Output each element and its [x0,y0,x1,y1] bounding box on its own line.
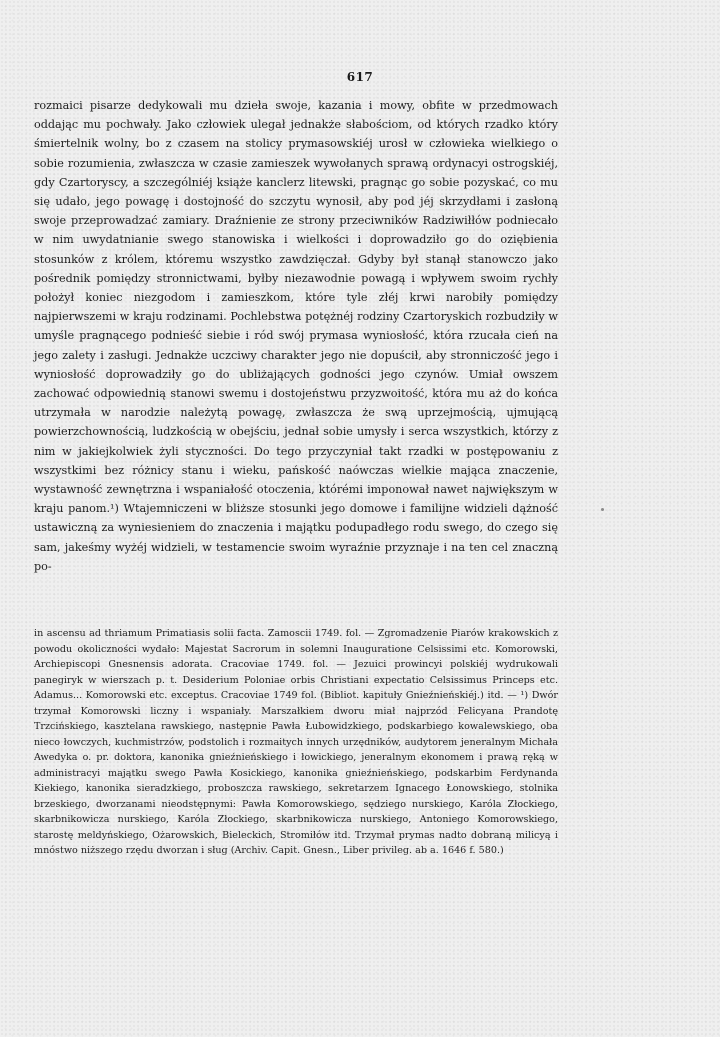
main-body-text: rozmaici pisarze dedykowali mu dzieła swoje, kazania i mowy, obfite w przedmowach oddając mu pochwały. Jako człowiek ulegał jednakże słabościom, od których rzadko który śmiertelnik wolny, bo z czasem na stolicy prymasowskiéj urosł w człowieka wielkiego o sobie rozumienia, zwłaszcza w czasie zamieszek wywołanych sprawą ordynacyi ostrogskiéj, gdy Czartoryscy, a szczególniéj książe kanclerz litewski, pragnąc go sobie pozyskać, co mu się udało, jego powagę i dostojność do szczytu wynosił, aby pod jéj skrzydłami i zasłoną swoje przeprowadzać zamiary. Draźnienie ze strony przeciwników Radziwiłłów podniecało w nim uwydatnianie swego stanowiska i wielkości i doprowadziło go do oziębienia stosunków z królem, któremu wszystko zawdzięczał. Gdyby był stanął stanowczo jako pośrednik pomiędzy stronnictwami, byłby niezawodnie powagą i wpływem swoim rychły położył koniec niezgodom i zamieszkom, które tyle złéj krwi narobiły pomiędzy najpierwszemi w kraju rodzinami. Pochlebstwa potężnéj rodziny Czartoryskich rozbudziły w umyśle pragnącego podnieść siebie i ród swój prymasa wyniosłość, która rzucała cień na jego zalety i zasługi. Jednakże uczciwy charakter jego nie dopuścił, aby stronniczość jego i wyniosłość doprowadziły go do ubliżających godności jego czynów. Umiał owszem zachować odpowiednią stanowi swemu i dostojeństwu przyzwoitość, która mu aż do końca utrzymała w narodzie należytą powagę, zwłaszcza że swą uprzejmością, ujmującą powierzchownością, ludzkością w obejściu, jednał sobie umysły i serca wszystkich, którzy z nim w jakiejkolwiek żyli styczności. Do tego przyczyniał takt rzadki w postępowaniu z wszystkimi bez różnicy stanu i wieku, pańskość naówczas wielkie mająca znaczenie, wystawność zewnętrzna i wspaniałość otoczenia, którémi imponował nawet największym w kraju panom.¹) Wtajemniczeni w bliższe stosunki jego domowe i familijne widzieli dążność ustawiczną za wyniesieniem do znaczenia i majątku podupadłego rodu swego, do czego się sam, jakeśmy wyżéj widzieli, w testamencie swoim wyraźnie przyznaje i na ten cel znaczną po- [34,99,558,573]
page-number: 617 [346,70,374,84]
scan-speck [601,508,604,511]
footnote-separator [34,612,558,614]
footnotes-text: in ascensu ad thriamum Primatiasis solii facta. Zamoscii 1749. fol. — Zgromadzenie Piarów krakowskich z powodu okoliczności wydało: Majestat Sacrorum in solemni Inauguratione Celsissimi etc. Komorowski, Archiepiscopi Gnesnensis adorata. Cracoviae 1749. fol. — Jezuici prowincyi polskiéj wydrukowali panegiryk w wierszach p. t. Desiderium Poloniae orbis Christiani expectatio Celsissimus Princeps etc. Adamus... Komorowski etc. exceptus. Cracoviae 1749 fol. (Bibliot. kapituły Gnieźnieńskiéj.) itd. — ¹) Dwór trzymał Komorowski liczny i wspaniały. Marszałkiem dworu miał najprzód Felicyana Prandotę Trzcińskiego, kasztelana rawskiego, następnie Pawła Łubowidzkiego, podskarbiego kowalewskiego, oba nieco łowczych, kuchmistrzów, podstolich i rozmaitych innych urzędników, audytorem jeneralnym Michała Awedyka o. pr. doktora, kanonika gnieźnieńskiego i łowickiego, jeneralnym ekonomem i prawą ręką w administracyi majątku swego Pawła Kosickiego, kanonika gnieźnieńskiego, podskarbim Ferdynanda Kiekiego, kanonika sieradzkiego, proboszcza rawskiego, sekretarzem Ignacego Łonowskiego, stolnika brzeskiego, dworzanami nieodstępnymi: Pawła Komorowskiego, sędziego nurskiego, Karóla Złockiego, skarbnikowicza nurskiego, Karóla Złockiego, skarbnikowicza nurskiego, Antoniego Komorowskiego, starostę meldyńskiego, Ożarowskich, Bieleckich, Stromiłów itd. Trzymał prymas nadto dobraną milicyą i mnóstwo niższego rzędu dworzan i sług (Archiv. Capit. Gnesn., Liber privileg. ab a. 1646 f. 580.) [34,628,558,856]
